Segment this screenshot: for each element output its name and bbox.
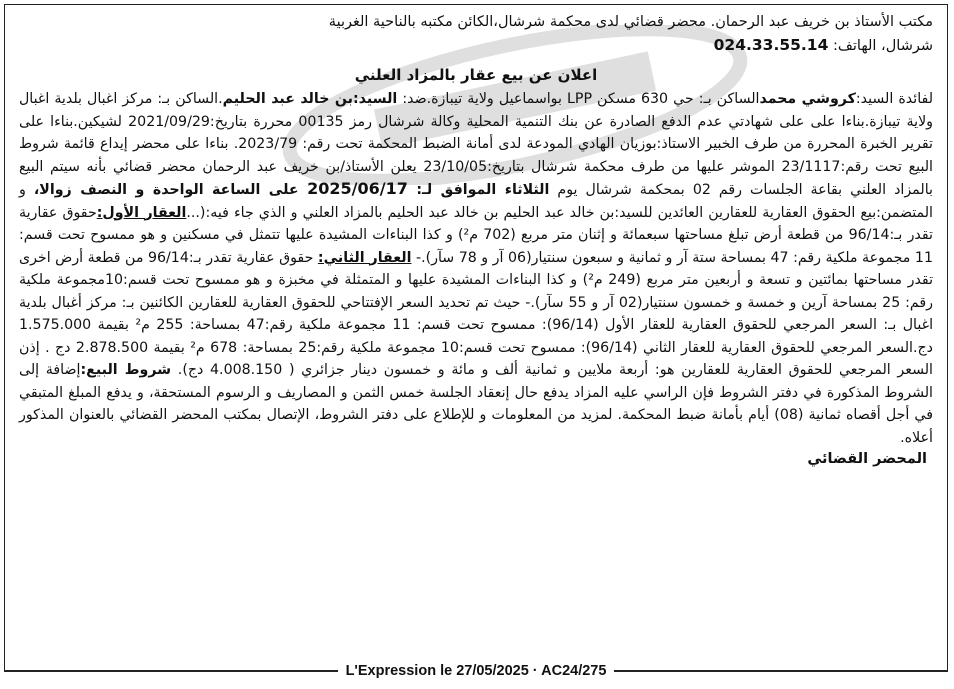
footer-rule-left — [4, 670, 338, 672]
sale-day: الثلاثاء الموافق لـ: — [407, 182, 550, 198]
body-s8: و المتضمن:بيع الحقوق العقارية للعقارين العائدين للسيد:بن خالد عبد الحليم بن خالد عبد الحليم بالمزاد العلني و الذي جاء فيه:(... — [19, 182, 933, 221]
signature: المحضر القضائي — [807, 451, 927, 467]
legal-notice — [4, 4, 948, 671]
property-two-label: العقار الثاني: — [317, 249, 412, 266]
sale-conditions-label: شروط البيع: — [80, 362, 172, 378]
body-s3: الساكن بـ: حي 630 مسكن LPP بواسماعيل ولاية تيبازة.ضد: — [397, 91, 760, 107]
notice-content — [19, 11, 933, 467]
debtor-name: السيد:بن خالد عبد الحليم — [222, 91, 398, 107]
phone-label: شرشال، الهاتف: — [832, 38, 933, 54]
footer-rule-right — [614, 670, 948, 672]
office-address: مكتب الأستاذ بن خريف عبد الرحمان. محضر قضائي لدى محكمة شرشال،الكائن مكتبه بالناحية الغربية — [328, 14, 933, 30]
office-phone-line — [19, 34, 933, 58]
sale-time: على الساعة الواحدة و النصف زوالا، — [33, 182, 308, 198]
body-s14: إضافة إلى الشروط المذكورة في دفتر الشروط فإن الراسي عليه المزاد يدفع حال إنعقاد الجلسة خمس الثمن و المصاريف و الرسوم المستحقة، و يدفع المبلغ المتبقي في أجل أقصاه ثمانية (08) أيام بأمانة ضبط المحكمة. لمزيد من المعلومات و للإطلاع على دفتر الشروط، الإتصال بمكتب المحضر القضائي بالعنوان المذكور أعلاه. — [19, 362, 933, 446]
phone-number: 024.33.55.14 — [713, 36, 829, 54]
notice-title: اعلان عن بيع عقار بالمزاد العلني — [354, 66, 598, 84]
footer — [4, 660, 948, 682]
body-s10: حقوق عقارية تقدر بـ:96/14 من قطعة أرض تبلغ مساحتها سبعمائة و إثنان متر مربع (702 م²) و كذا البناءات المشيدة عليها تتمثل في مسكنين و هو ممسوح تحت قسم: 11 مجموعة ملكية رقم: 47 بمساحة ستة آر و ثمانية و سبعون سنتيار(06 آر و 78 سآر).- — [19, 204, 933, 266]
sale-date: 2025/06/17 — [307, 179, 408, 198]
property-one-label: العقار الأول: — [96, 204, 187, 221]
footer-publication: L'Expression le 27/05/2025 · AC24/275 — [338, 663, 615, 679]
body-s12: حقوق عقارية تقدر بـ:96/14 من قطعة أرض اخرى تقدر مساحتها بمائتين و تسعة و أربعين متر مربع (249 م²) و كذا البناءات المشيدة عليها و المتمثلة في مخبزة و هو ممسوح تحت قسم:10مجموعة ملكية رقم: 25 بمساحة آرين و خمسة و خمسون سنتيار(02 آر و 55 سآر).- حيث تم تحديد السعر الإفتتاحي للحقوق العقارية للعقارين الكائنين بـ: مركز أغبال بلدية اغبال بـ: السعر المرجعي للحقوق العقارية للعقار الأول (96/14): ممسوح تحت قسم: 11 مجموعة ملكية رقم:47 بمساحة: 255 م² بقيمة 1.575.000 دج.السعر المرجعي للحقوق العقارية للعقار الثاني (96/14): ممسوح تحت قسم:10 مجموعة ملكية رقم:25 بمساحة: 678 م² بقيمة 2.878.500 دج . إذن السعر المرجعي للحقوق العقارية للعقارين هو: أربعة ملايين و ثمانية ألف و مائة و خمسون دينار جزائري ( 4.008.150 دج). — [19, 249, 934, 378]
creditor-name: كروشي محمد — [759, 91, 856, 107]
body-s1: لفائدة السيد: — [855, 91, 934, 107]
body-s5: .الساكن بـ: مركز اغبال بلدية اغبال ولاية تيبازة.بناءا على على شهادتي عدم الدفع الصادرة عن بنك التنمية المحلية وكالة شرشال رمز 00135 محررة بتاريخ:2021/09/29 لشيكين.بناءا على تقرير الخبرة المحررة من طرف الخبير الاستاذ:بوزيان الهادي المودعة لدى أمانة الضبط المحكمة تحت رقم: 2023/79. بناءا على محضر إيداع قائمة شروط البيع تحت رقم:23/1117 الموشر عليها من طرف محكمة شرشال بتاريخ:23/10/05 يعلن الأستاذ/بن خريف عبد الرحمان محضر قضائي بأنه سيتم البيع بالمزاد العلني بقاعة الجلسات رقم 02 بمحكمة شرشال يوم — [19, 91, 934, 198]
notice-body — [19, 88, 933, 449]
